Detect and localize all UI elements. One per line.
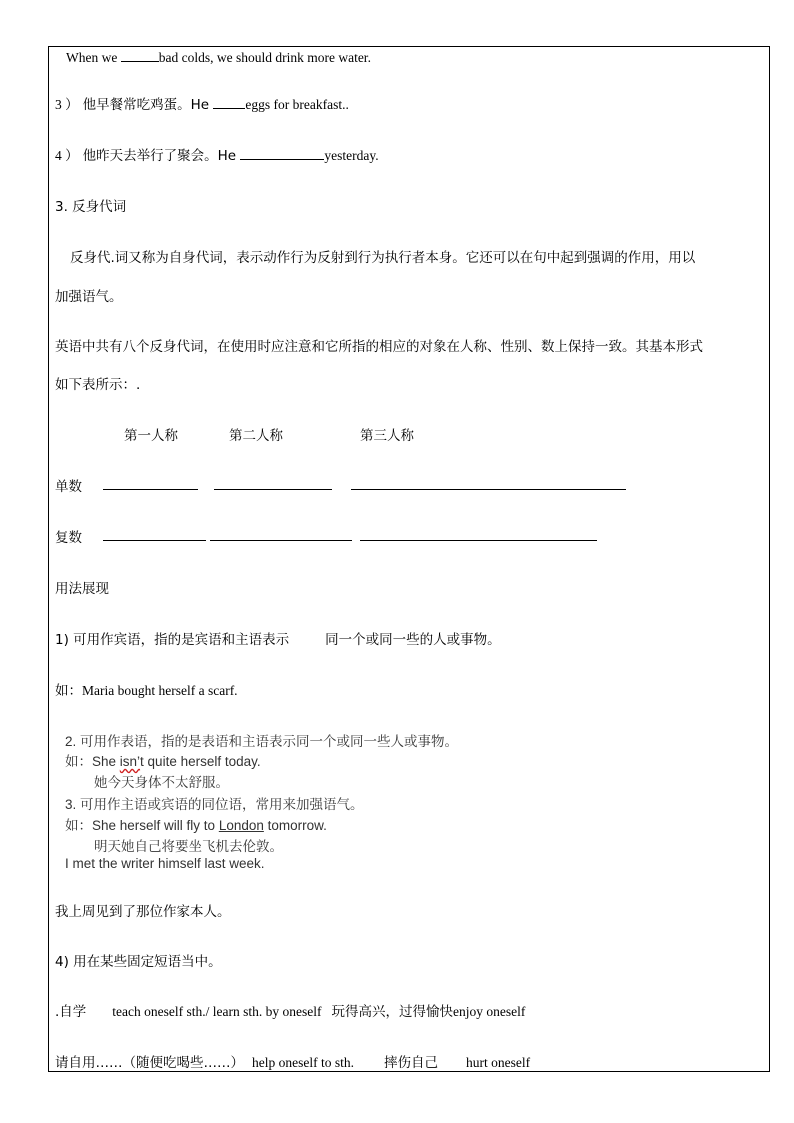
text: .自学 — [55, 1004, 87, 1020]
text: 请自用……（随便吃喝些……） — [55, 1055, 244, 1071]
blank-line — [103, 489, 198, 490]
column-header: 第二人称 — [229, 428, 283, 444]
row-label: 单数 — [55, 479, 82, 495]
example-line: I met the writer himself last week. — [65, 856, 265, 871]
usage-heading: 用法展现 — [55, 581, 109, 597]
text: 如：She herself will fly to — [65, 818, 219, 833]
usage-item — [55, 628, 501, 648]
blank-line — [210, 540, 352, 541]
phrase-line — [55, 1051, 530, 1072]
text: yesterday. — [324, 148, 379, 163]
blank — [240, 147, 324, 160]
blank-line — [360, 540, 597, 541]
blank — [121, 49, 159, 62]
paragraph-line: 如下表所示：. — [55, 377, 141, 393]
example-translation: 她今天身体不太舒服。 — [94, 775, 229, 790]
paragraph-line: 加强语气。 — [55, 289, 123, 305]
column-header: 第一人称 — [124, 428, 178, 444]
text: When we — [66, 50, 121, 65]
text: Maria bought herself a scarf. — [82, 683, 238, 698]
text: 如： — [55, 683, 82, 699]
text: 玩得高兴，过得愉快 — [331, 1004, 453, 1020]
example-translation: 我上周见到了那位作家本人。 — [55, 904, 231, 920]
paragraph-line: 反身代.词又称为自身代词，表示动作行为反射到行为执行者本身。它还可以在句中起到强调的作用，用以 — [70, 250, 696, 266]
text: help oneself to sth. — [252, 1055, 354, 1070]
row-label: 复数 — [55, 530, 82, 546]
exercise-3 — [55, 93, 349, 114]
usage-item: 3. 可用作主语或宾语的同位语，常用来加强语气。 — [65, 797, 364, 812]
text: teach oneself sth./ learn sth. by oneself — [112, 1004, 322, 1019]
usage-item: 4) 用在某些固定短语当中。 — [55, 954, 222, 970]
blank-line — [351, 489, 626, 490]
text: 同一个或同一些的人或事物。 — [325, 632, 501, 648]
text: t quite herself today. — [140, 754, 261, 769]
blank-line — [103, 540, 206, 541]
text: eggs for breakfast.. — [245, 97, 349, 112]
text: 摔伤自己 — [383, 1055, 438, 1071]
item-number: 3 ） — [55, 97, 79, 112]
paragraph-line: 英语中共有八个反身代词，在使用时应注意和它所指的相应的对象在人称、性别、数上保持一致。其基本形式 — [55, 339, 703, 355]
section-heading: 3. 反身代词 — [55, 199, 127, 215]
example-translation: 明天她自己将要坐飞机去伦敦。 — [94, 839, 283, 854]
example-line — [55, 679, 238, 700]
text: 如：She — [65, 754, 120, 769]
blank-line — [214, 489, 332, 490]
phrase-line — [55, 1000, 525, 1021]
text: 他早餐常吃鸡蛋。He — [82, 97, 214, 113]
line-cold — [66, 49, 371, 66]
text: hurt oneself — [465, 1055, 531, 1070]
usage-item: 2. 可用作表语，指的是表语和主语表示同一个或同一些人或事物。 — [65, 734, 459, 749]
text: 1) 可用作宾语，指的是宾语和主语表示 — [55, 632, 290, 648]
text: enjoy oneself — [452, 1004, 526, 1019]
example-line — [65, 814, 327, 834]
item-number: 4 ） — [55, 148, 79, 163]
column-header: 第三人称 — [360, 428, 414, 444]
text: London — [218, 818, 264, 833]
example-line — [65, 750, 261, 770]
text: isn’ — [119, 754, 141, 769]
blank — [213, 96, 245, 109]
exercise-4 — [55, 144, 379, 165]
text: tomorrow. — [263, 818, 327, 833]
text: 他昨天去举行了聚会。He — [82, 148, 241, 164]
text: bad colds, we should drink more water. — [158, 50, 371, 65]
